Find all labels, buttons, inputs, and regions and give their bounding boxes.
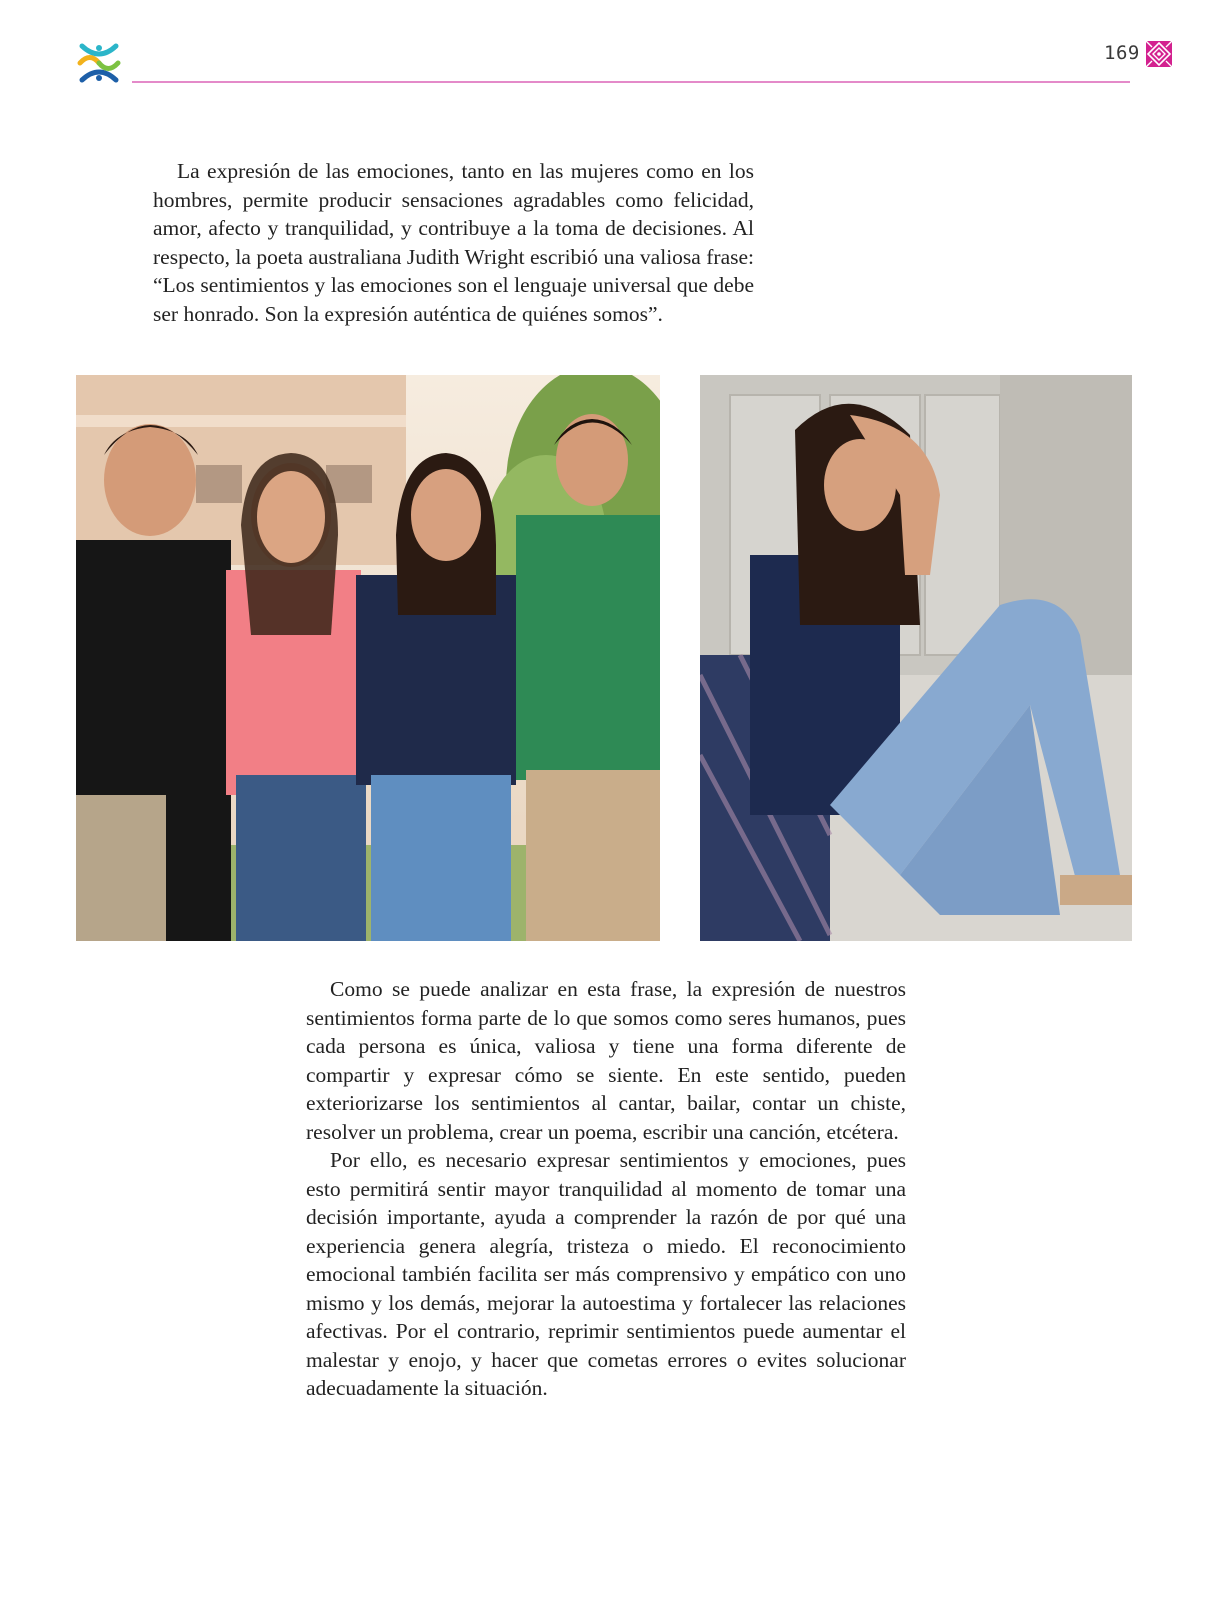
page-number: 169 xyxy=(1104,42,1140,64)
paragraph: Como se puede analizar en esta frase, la expresión de nuestros sentimientos forma parte de lo que somos como seres humanos, pues cada persona es única, valiosa y tiene una forma diferente de compartir y expresar cómo se siente. En este sentido, pueden exteriorizarse los sentimientos al cantar, bailar, contar un chiste, resolver un problema, crear un poema, escribir una canción, etcétera. xyxy=(306,977,906,1144)
colored-x-logo-icon xyxy=(76,40,122,86)
group-of-smiling-teenagers-photo xyxy=(76,375,660,941)
paragraph: Por ello, es necesario expresar sentimientos y emociones, pues esto permitirá sentir mayor tranquilidad al momento de tomar una decisión importante, ayuda a comprender la razón de por qué una experiencia genera alegría, tristeza o miedo. El reconocimiento emocional también facilita ser más comprensivo y empático con uno mismo y los demás, mejorar la autoestima y fortalecer las relaciones afectivas. Por el contrario, reprimir sentimientos puede aumentar el malestar y enojo, y hacer que cometas errores o evites solucionar adecuadamente la situación. xyxy=(306,1148,906,1400)
intro-text xyxy=(153,157,754,328)
paragraph: La expresión de las emociones, tanto en las mujeres como en los hombres, permite producir sensaciones agradables como felicidad, amor, afecto y tranquilidad, y contribuye a la toma de decisiones. Al respecto, la poeta australiana Judith Wright escribió una valiosa frase: “Los sentimientos y las emociones son el lenguaje universal que debe ser honrado. Son la expresión auténtica de quiénes somos”. xyxy=(153,159,754,326)
magenta-ornament-icon xyxy=(1146,41,1172,67)
sad-teenager-by-lockers-photo xyxy=(700,375,1132,941)
header-rule xyxy=(132,81,1130,83)
body-text xyxy=(306,975,906,1403)
